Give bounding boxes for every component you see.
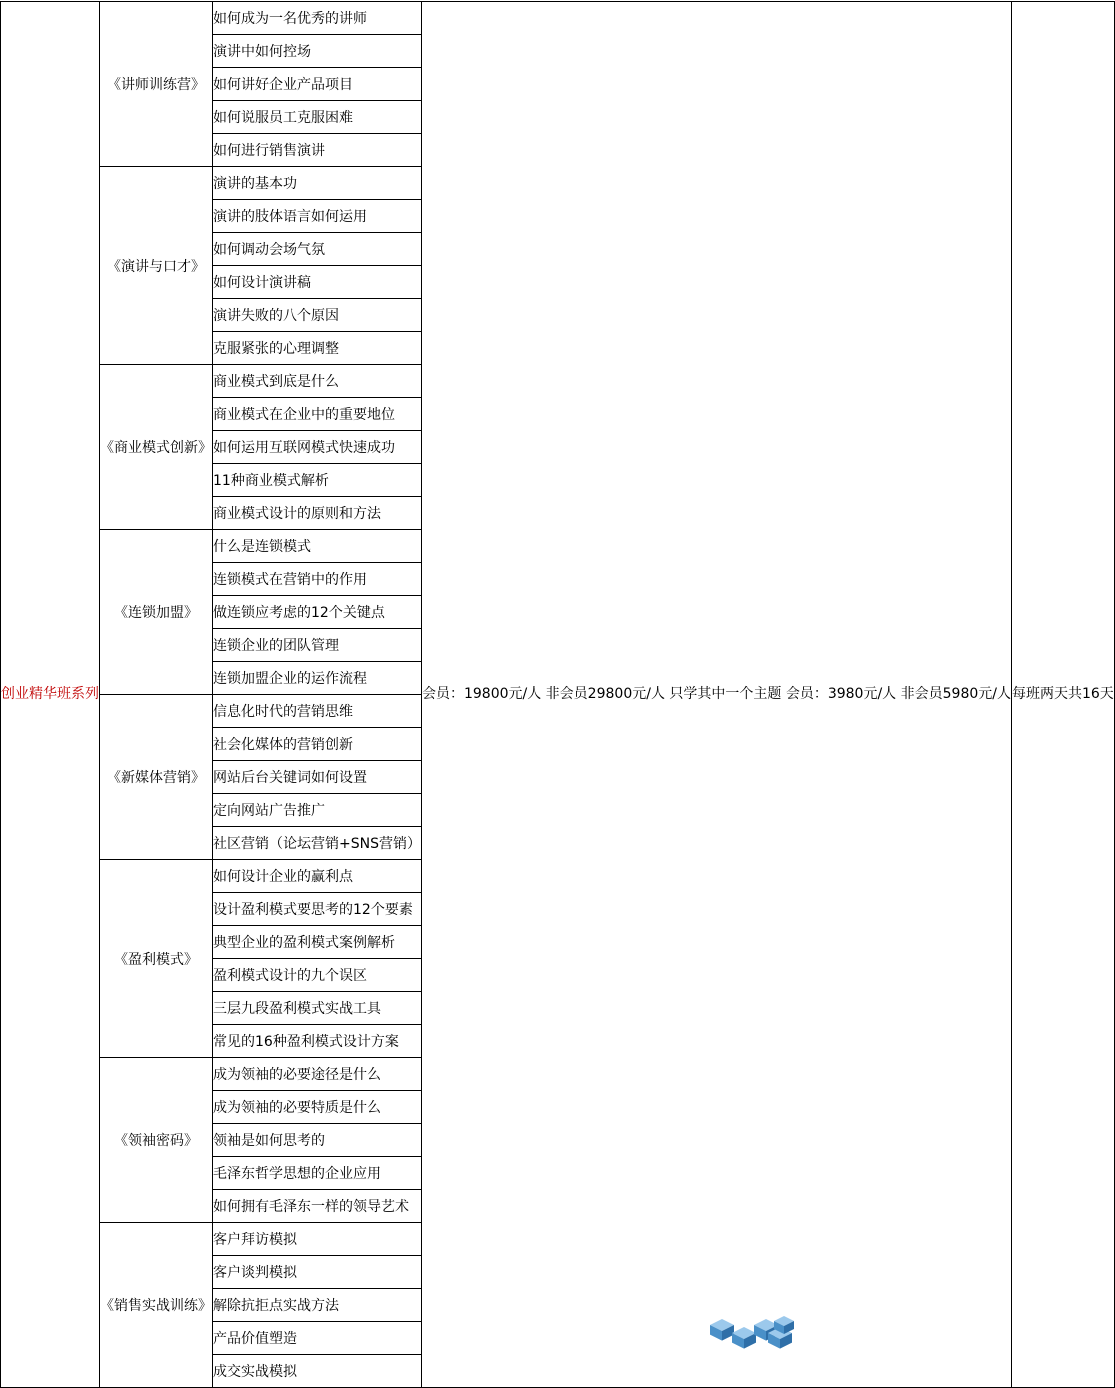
course-name: 《盈利模式》 <box>100 860 213 1058</box>
topic-cell: 设计盈利模式要思考的12个要素 <box>213 893 422 926</box>
topic-cell: 解除抗拒点实战方法 <box>213 1289 422 1322</box>
series-label: 创业精华班系列 <box>1 2 100 1388</box>
course-name: 《商业模式创新》 <box>100 365 213 530</box>
topic-cell: 如何成为一名优秀的讲师 <box>213 2 422 35</box>
course-table <box>0 1 1115 1388</box>
topic-cell: 演讲失败的八个原因 <box>213 299 422 332</box>
topic-cell: 商业模式在企业中的重要地位 <box>213 398 422 431</box>
course-name: 《领袖密码》 <box>100 1058 213 1223</box>
topic-cell: 做连锁应考虑的12个关键点 <box>213 596 422 629</box>
topic-cell: 定向网站广告推广 <box>213 794 422 827</box>
price-cell: 会员：19800元/人 非会员29800元/人 只学其中一个主题 会员：3980元/人 非会员5980元/人 <box>421 2 1011 1388</box>
table-row <box>1 2 1115 35</box>
duration-cell: 每班两天共16天 <box>1011 2 1114 1388</box>
topic-cell: 网站后台关键词如何设置 <box>213 761 422 794</box>
topic-cell: 什么是连锁模式 <box>213 530 422 563</box>
topic-cell: 演讲的基本功 <box>213 167 422 200</box>
course-name: 《新媒体营销》 <box>100 695 213 860</box>
course-name: 《讲师训练营》 <box>100 2 213 167</box>
course-table-body <box>1 2 1115 1388</box>
course-name: 《销售实战训练》 <box>100 1223 213 1388</box>
topic-cell: 如何调动会场气氛 <box>213 233 422 266</box>
topic-cell: 客户谈判模拟 <box>213 1256 422 1289</box>
topic-cell: 信息化时代的营销思维 <box>213 695 422 728</box>
topic-cell: 成为领袖的必要特质是什么 <box>213 1091 422 1124</box>
topic-cell: 成交实战模拟 <box>213 1355 422 1388</box>
topic-cell: 如何设计企业的赢利点 <box>213 860 422 893</box>
topic-cell: 商业模式设计的原则和方法 <box>213 497 422 530</box>
topic-cell: 盈利模式设计的九个误区 <box>213 959 422 992</box>
topic-cell: 克服紧张的心理调整 <box>213 332 422 365</box>
topic-cell: 典型企业的盈利模式案例解析 <box>213 926 422 959</box>
course-name: 《演讲与口才》 <box>100 167 213 365</box>
topic-cell: 毛泽东哲学思想的企业应用 <box>213 1157 422 1190</box>
topic-cell: 如何拥有毛泽东一样的领导艺术 <box>213 1190 422 1223</box>
topic-cell: 11种商业模式解析 <box>213 464 422 497</box>
topic-cell: 如何设计演讲稿 <box>213 266 422 299</box>
topic-cell: 领袖是如何思考的 <box>213 1124 422 1157</box>
topic-cell: 三层九段盈利模式实战工具 <box>213 992 422 1025</box>
topic-cell: 如何运用互联网模式快速成功 <box>213 431 422 464</box>
topic-cell: 客户拜访模拟 <box>213 1223 422 1256</box>
topic-cell: 社会化媒体的营销创新 <box>213 728 422 761</box>
topic-cell: 常见的16种盈利模式设计方案 <box>213 1025 422 1058</box>
topic-cell: 如何讲好企业产品项目 <box>213 68 422 101</box>
course-name: 《连锁加盟》 <box>100 530 213 695</box>
topic-cell: 社区营销（论坛营销+SNS营销） <box>213 827 422 860</box>
topic-cell: 如何说服员工克服困难 <box>213 101 422 134</box>
stacked-cubes-icon <box>708 1313 798 1353</box>
topic-cell: 演讲中如何控场 <box>213 35 422 68</box>
topic-cell: 成为领袖的必要途径是什么 <box>213 1058 422 1091</box>
topic-cell: 连锁企业的团队管理 <box>213 629 422 662</box>
topic-cell: 连锁模式在营销中的作用 <box>213 563 422 596</box>
topic-cell: 连锁加盟企业的运作流程 <box>213 662 422 695</box>
topic-cell: 产品价值塑造 <box>213 1322 422 1355</box>
topic-cell: 演讲的肢体语言如何运用 <box>213 200 422 233</box>
topic-cell: 商业模式到底是什么 <box>213 365 422 398</box>
topic-cell: 如何进行销售演讲 <box>213 134 422 167</box>
